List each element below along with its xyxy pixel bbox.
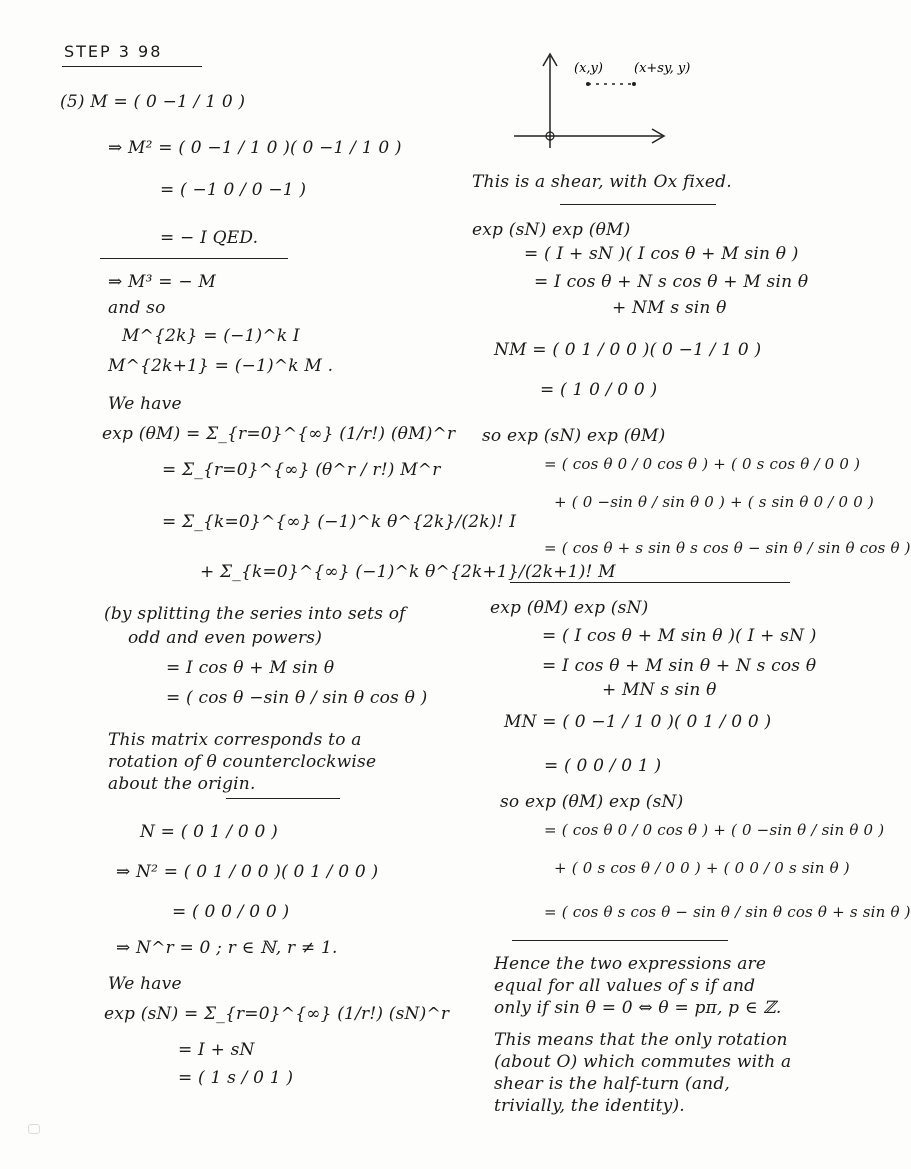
line-so-exp-theta-m-exp-sn: so exp (θM) exp (sN)	[500, 792, 684, 812]
line-nm-result: = ( 1 0 / 0 0 )	[540, 380, 658, 400]
point-a-label: (x,y)	[574, 61, 603, 76]
line-even-sum: = Σ_{k=0}^{∞} (−1)^k θ^{2k}/(2k)! I	[162, 512, 517, 532]
line-conclusion-5: (about O) which commutes with a	[494, 1052, 792, 1072]
line-exp-theta-m-series-2: = Σ_{r=0}^{∞} (θ^r / r!) M^r	[162, 460, 441, 480]
line-and-so: and so	[108, 298, 166, 318]
line-mn-result: = ( 0 0 / 0 1 )	[544, 756, 662, 776]
line-m-cubed: ⇒ M³ = − M	[108, 272, 216, 292]
line-cos-sin-form: = I cos θ + M sin θ	[166, 658, 335, 678]
line-conclusion-3: only if sin θ = 0 ⇔ θ = pπ, p ∈ ℤ.	[494, 998, 782, 1018]
line-m-odd-power: M^{2k+1} = (−1)^k M .	[108, 356, 334, 376]
section-divider-2	[226, 798, 340, 799]
line-exp-sn-i-plus-sn: = I + sN	[178, 1040, 255, 1060]
shear-sketch	[510, 48, 691, 158]
line-matrix-sum-result-1: = ( cos θ + s sin θ s cos θ − sin θ / sin θ cos θ )	[544, 539, 911, 557]
line-matrix-sum-3: = ( cos θ 0 / 0 cos θ ) + ( 0 −sin θ / sin θ 0 )	[544, 821, 885, 839]
paper-speck	[28, 1124, 40, 1134]
line-rotation-matrix: = ( cos θ −sin θ / sin θ cos θ )	[166, 688, 428, 708]
line-odd-sum: + Σ_{k=0}^{∞} (−1)^k θ^{2k+1}/(2k+1)! M	[200, 562, 616, 582]
line-exp-sn-exp-theta-m: exp (sN) exp (θM)	[472, 220, 631, 240]
point-b-dot	[632, 82, 636, 86]
line-conclusion-7: trivially, the identity).	[494, 1096, 685, 1116]
line-minus-identity-qed: = − I QED.	[160, 228, 259, 248]
header-underline	[62, 66, 202, 67]
line-exp-theta-m-series: exp (θM) = Σ_{r=0}^{∞} (1/r!) (θM)^r	[102, 424, 456, 444]
line-n-squared-result: = ( 0 0 / 0 0 )	[172, 902, 290, 922]
line-rotation-note-3: about the origin.	[108, 774, 256, 794]
line-splitting-note-2: odd and even powers)	[128, 628, 323, 648]
page-header-title: STEP 3 98	[64, 42, 163, 61]
line-m-squared-result: = ( −1 0 / 0 −1 )	[160, 180, 307, 200]
point-a-dot	[586, 82, 590, 86]
line-splitting-note-1: (by splitting the series into sets of	[104, 604, 406, 624]
section-divider-5	[512, 940, 728, 941]
line-m-squared: ⇒ M² = ( 0 −1 / 1 0 )( 0 −1 / 1 0 )	[108, 138, 402, 158]
section-divider-4	[510, 582, 790, 583]
line-we-have-1: We have	[108, 394, 182, 414]
line-n-definition: N = ( 0 1 / 0 0 )	[140, 822, 279, 842]
line-rotation-note-2: rotation of θ counterclockwise	[108, 752, 377, 772]
line-exp-sn-matrix: = ( 1 s / 0 1 )	[178, 1068, 294, 1088]
line-exp-sn-series: exp (sN) = Σ_{r=0}^{∞} (1/r!) (sN)^r	[104, 1004, 450, 1024]
line-conclusion-6: shear is the half-turn (and,	[494, 1074, 731, 1094]
line-rotation-note-1: This matrix corresponds to a	[108, 730, 362, 750]
line-nm-product: NM = ( 0 1 / 0 0 )( 0 −1 / 1 0 )	[494, 340, 762, 360]
section-divider-1	[100, 258, 288, 259]
line-matrix-sum-2: + ( 0 −sin θ / sin θ 0 ) + ( s sin θ 0 / 0 0 )	[554, 493, 874, 511]
line-matrix-sum-4: + ( 0 s cos θ / 0 0 ) + ( 0 0 / 0 s sin θ )	[554, 859, 850, 877]
line-product-expansion-2: = I cos θ + N s cos θ + M sin θ	[534, 272, 809, 292]
line-conclusion-1: Hence the two expressions are	[494, 954, 767, 974]
line-exp-theta-m-exp-sn: exp (θM) exp (sN)	[490, 598, 649, 618]
line-n-power-zero: ⇒ N^r = 0 ; r ∈ ℕ, r ≠ 1.	[116, 938, 338, 958]
line-conclusion-2: equal for all values of s if and	[494, 976, 756, 996]
line-mn-product: MN = ( 0 −1 / 1 0 )( 0 1 / 0 0 )	[504, 712, 772, 732]
line-product-expansion-1: = ( I + sN )( I cos θ + M sin θ )	[524, 244, 799, 264]
line-n-squared: ⇒ N² = ( 0 1 / 0 0 )( 0 1 / 0 0 )	[116, 862, 379, 882]
line-matrix-sum-result-2: = ( cos θ s cos θ − sin θ / sin θ cos θ + s sin θ )	[544, 903, 911, 921]
point-b-label: (x+sy, y)	[634, 61, 691, 76]
line-reverse-expansion-2: = I cos θ + M sin θ + N s cos θ	[542, 656, 817, 676]
line-shear-note: This is a shear, with Ox fixed.	[472, 172, 732, 192]
line-reverse-expansion-3: + MN s sin θ	[602, 680, 717, 700]
line-we-have-2: We have	[108, 974, 182, 994]
line-matrix-sum-1: = ( cos θ 0 / 0 cos θ ) + ( 0 s cos θ / 0 0 )	[544, 455, 861, 473]
section-divider-3	[560, 204, 716, 205]
line-reverse-expansion-1: = ( I cos θ + M sin θ )( I + sN )	[542, 626, 817, 646]
line-m-even-power: M^{2k} = (−1)^k I	[122, 326, 300, 346]
line-product-expansion-3: + NM s sin θ	[612, 298, 727, 318]
line-conclusion-4: This means that the only rotation	[494, 1030, 788, 1050]
line-so-exp-sn-exp-theta-m: so exp (sN) exp (θM)	[482, 426, 666, 446]
line-m-definition: (5) M = ( 0 −1 / 1 0 )	[60, 92, 246, 112]
